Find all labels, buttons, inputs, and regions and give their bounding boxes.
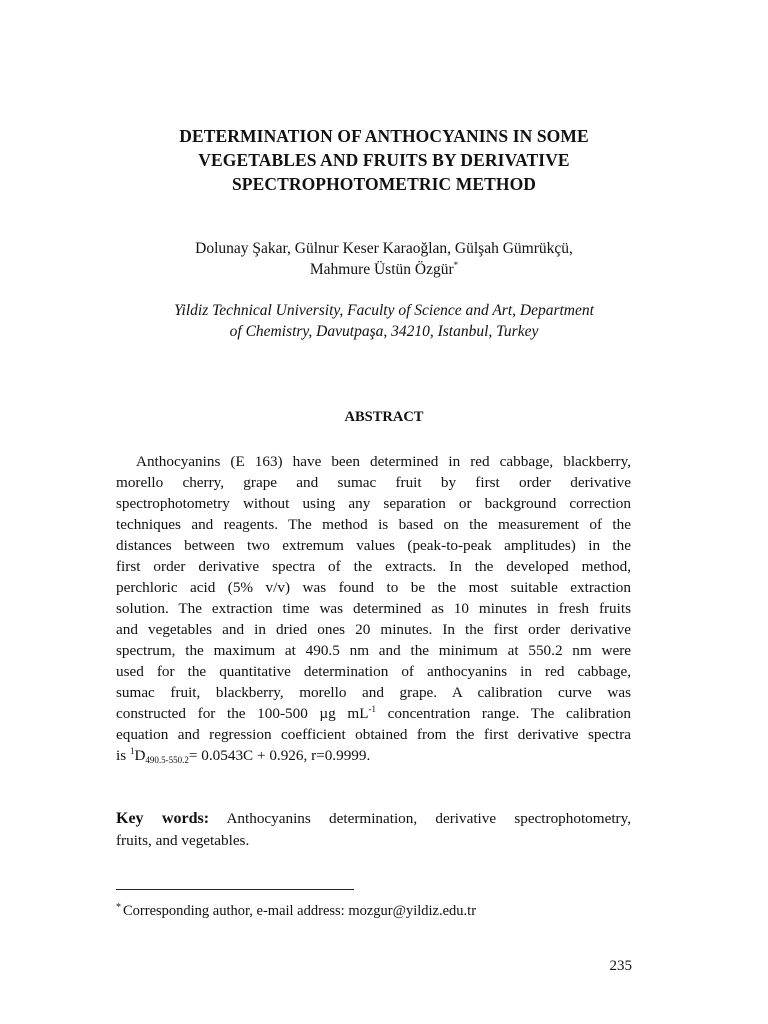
authors-line-1: Dolunay Şakar, Gülnur Keser Karaoğlan, Gülşah Gümrükçü, — [195, 240, 573, 257]
keywords-text: Anthocyanins determination, derivative spectrophotometry, — [209, 810, 632, 827]
abstract-line: Anthocyanins (E 163) have been determined in red cabbage, blackberry, — [136, 453, 631, 470]
text-fragment: is — [116, 747, 130, 764]
title-line: SPECTROPHOTOMETRIC METHOD — [231, 174, 537, 194]
affiliation — [100, 300, 668, 342]
abstract-line: and vegetables and in dried ones 20 minutes. In the first order derivative — [116, 621, 631, 638]
text-fragment: concentration range. The calibration — [376, 705, 631, 722]
superscript: -1 — [368, 704, 376, 714]
author-list — [100, 238, 668, 280]
abstract-line: first order derivative spectra of the extracts. In the developed method, — [116, 558, 631, 575]
title-line: DETERMINATION OF ANTHOCYANINS IN SOME — [179, 126, 589, 146]
keywords — [116, 808, 631, 852]
abstract-line: equation and regression coefficient obtained from the first derivative spectra — [116, 726, 631, 743]
abstract-line: morello cherry, grape and sumac fruit by first order derivative — [116, 474, 631, 491]
keywords-label: Key words: — [116, 810, 210, 827]
footnote — [116, 901, 476, 921]
footnote-text: Corresponding author, e-mail address: mozgur@yildiz.edu.tr — [123, 903, 477, 919]
abstract-line: spectrophotometry without using any separation or background correction — [116, 495, 631, 512]
text-fragment: = 0.0543C + 0.926, r=0.9999. — [188, 747, 371, 764]
superscript: 1 — [129, 746, 135, 756]
abstract-line: spectrum, the maximum at 490.5 nm and the minimum at 550.2 nm were — [116, 642, 631, 659]
abstract-line: sumac fruit, blackberry, morello and grape. A calibration curve was — [116, 684, 631, 701]
footnote-mark: * — [116, 902, 121, 913]
subscript: 490.5-550.2 — [145, 755, 189, 765]
footnote-rule — [116, 889, 354, 890]
abstract-line: techniques and reagents. The method is based on the measurement of the — [116, 516, 631, 533]
authors-line-2 — [100, 259, 668, 280]
affiliation-line-2: of Chemistry, Davutpaşa, 34210, Istanbul, Turkey — [229, 323, 539, 340]
text-fragment: constructed for the 100-500 µg mL — [116, 705, 369, 722]
paper-title — [100, 124, 668, 196]
corresponding-author-mark: * — [453, 260, 459, 270]
abstract-line — [116, 745, 631, 766]
abstract-line: used for the quantitative determination of anthocyanins in red cabbage, — [116, 663, 631, 680]
abstract-line: perchloric acid (5% v/v) was found to be the most suitable extraction — [116, 579, 631, 596]
abstract-body — [116, 451, 631, 766]
derivative-symbol: D — [134, 747, 146, 764]
abstract-line: distances between two extremum values (peak-to-peak amplitudes) in the — [116, 537, 631, 554]
abstract-heading: ABSTRACT — [344, 409, 424, 425]
affiliation-line-1: Yildiz Technical University, Faculty of Science and Art, Department — [174, 302, 594, 319]
author-name: Mahmure Üstün Özgür — [309, 261, 454, 278]
abstract-line: solution. The extraction time was determined as 10 minutes in fresh fruits — [116, 600, 631, 617]
title-line: VEGETABLES AND FRUITS BY DERIVATIVE — [198, 150, 570, 170]
keywords-line — [116, 808, 631, 830]
abstract-line — [116, 703, 631, 724]
page-number: 235 — [609, 958, 632, 974]
keywords-line: fruits, and vegetables. — [116, 832, 250, 849]
